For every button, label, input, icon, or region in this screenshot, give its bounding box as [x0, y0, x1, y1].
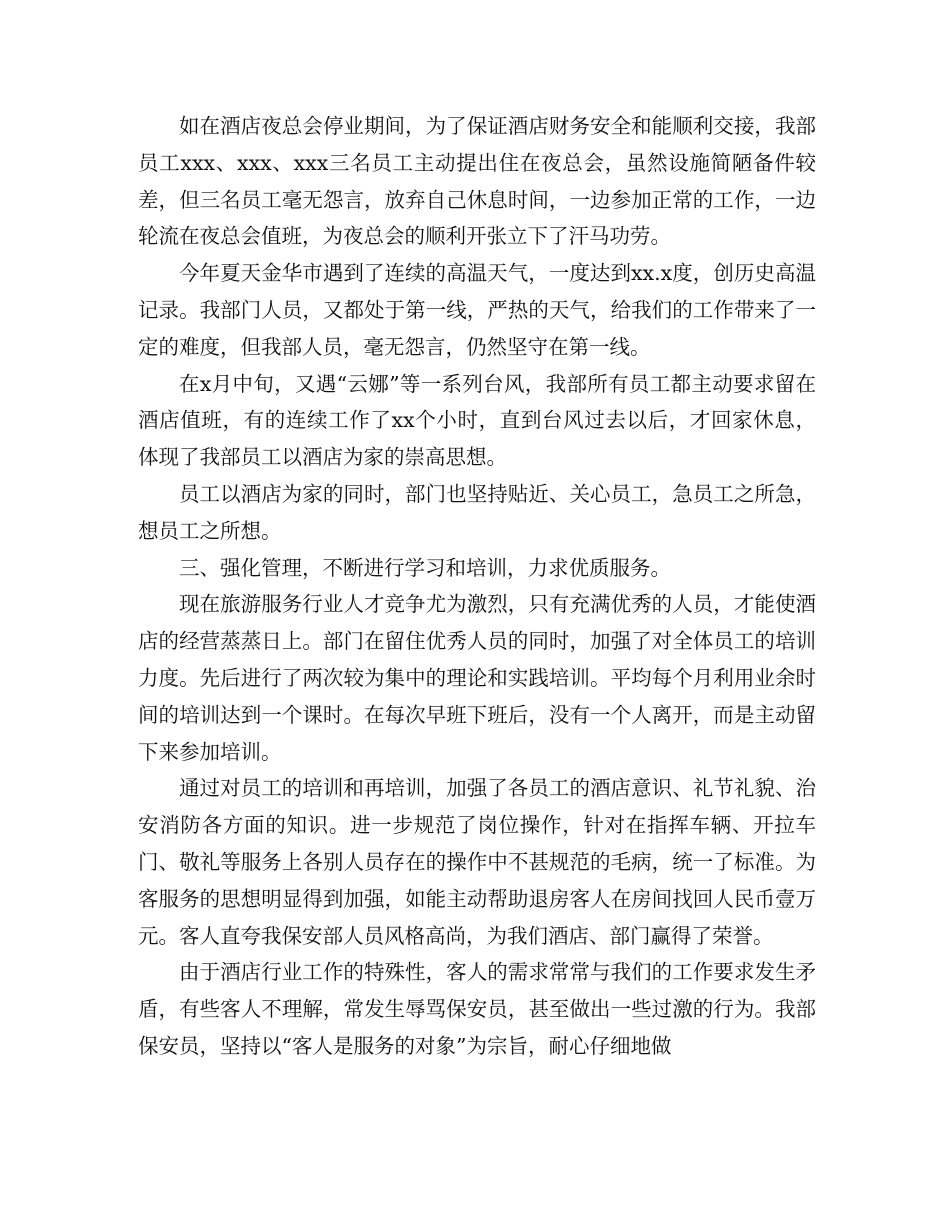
paragraph-7: 由于酒店行业工作的特殊性，客人的需求常常与我们的工作要求发生矛盾，有些客人不理解，常发生辱骂保安员，甚至做出一些过激的行为。我部保安员，坚持以“客人是服务的对象”为宗旨，耐心仔细地做 — [138, 960, 816, 1058]
paragraph-5: 现在旅游服务行业人才竞争尤为激烈，只有充满优秀的人员，才能使酒店的经营蒸蒸日上。部门在留住优秀人员的同时，加强了对全体员工的培训力度。先后进行了两次较为集中的理论和实践培训。平均每个月利用业余时间的培训达到一个课时。在每次早班下班后，没有一个人离开，而是主动留下来参加培训。 — [138, 592, 816, 764]
paragraph-3: 在x月中旬，又遇“云娜”等一系列台风，我部所有员工都主动要求留在酒店值班，有的连续工作了xx个小时，直到台风过去以后，才回家休息，体现了我部员工以酒店为家的崇高思想。 — [138, 371, 816, 470]
paragraph-6: 通过对员工的培训和再培训，加强了各员工的酒店意识、礼节礼貌、治安消防各方面的知识。进一步规范了岗位操作，针对在指挥车辆、开拉车门、敬礼等服务上各别人员存在的操作中不甚规范的毛病，统一了标准。为客服务的思想明显得到加强，如能主动帮助退房客人在房间找回人民币壹万元。客人直夸我保安部人员风格高尚，为我们酒店、部门赢得了荣誉。 — [138, 776, 816, 948]
section-heading: 三、强化管理，不断进行学习和培训，力求优质服务。 — [179, 555, 671, 580]
paragraph-1: 如在酒店夜总会停业期间，为了保证酒店财务安全和能顺利交接，我部员工xxx、xxx、xxx三名员工主动提出住在夜总会，虽然设施简陋备件较差，但三名员工毫无怨言，放弃自己休息时间，一边参加正常的工作，一边轮流在夜总会值班，为夜总会的顺利开张立下了汗马功劳。 — [138, 114, 816, 249]
paragraph-2: 今年夏天金华市遇到了连续的高温天气，一度达到xx.x度，创历史高温记录。我部门人员，又都处于第一线，严热的天气，给我们的工作带来了一定的难度，但我部人员，毫无怨言，仍然坚守在第一线。 — [138, 261, 816, 359]
paragraph-4: 员工以酒店为家的同时，部门也坚持贴近、关心员工，急员工之所急，想员工之所想。 — [138, 481, 816, 543]
